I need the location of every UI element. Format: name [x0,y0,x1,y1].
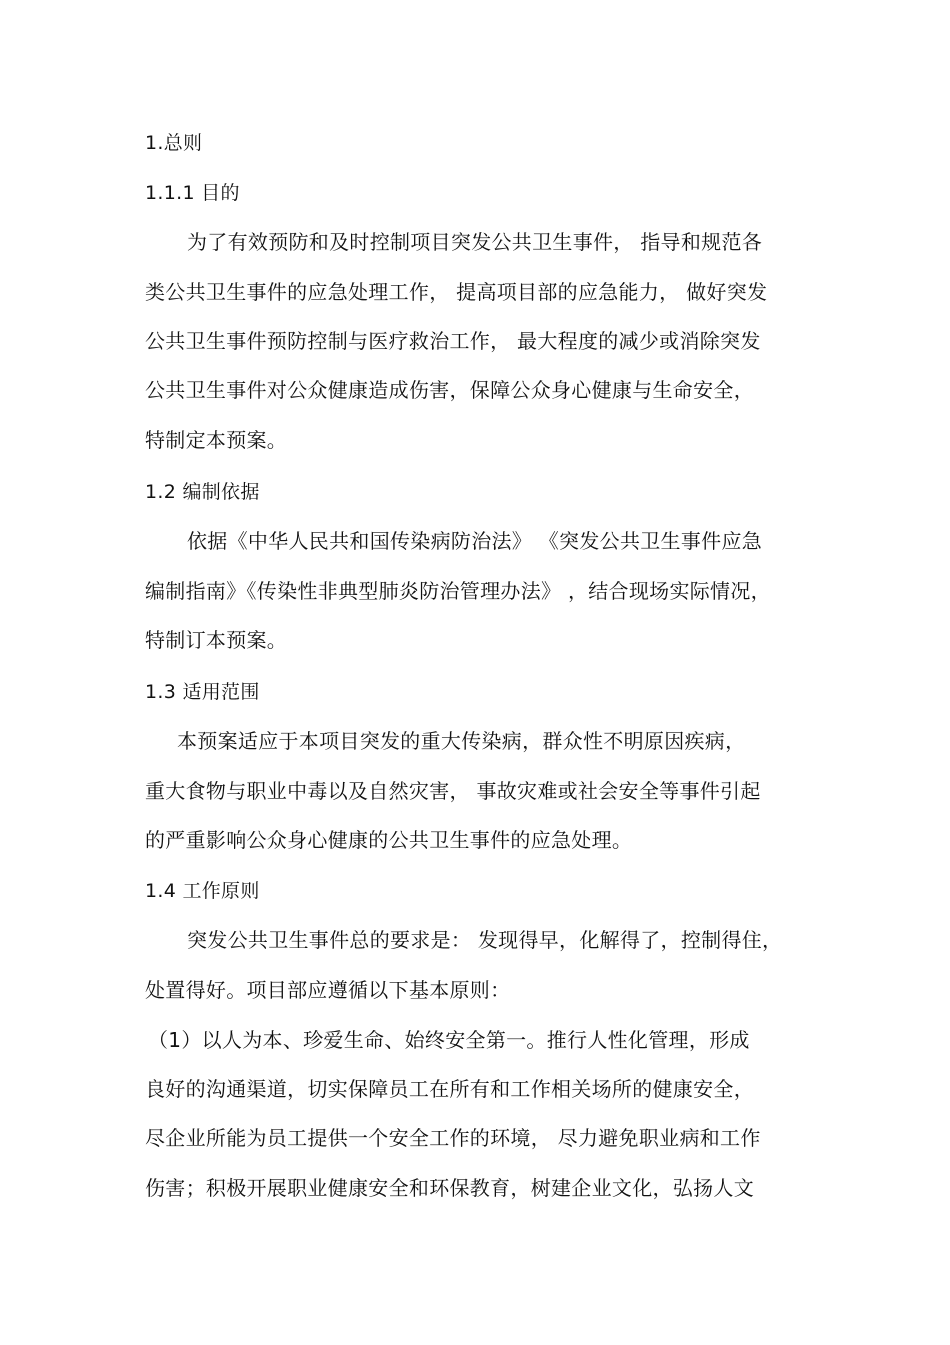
paragraph-line: 依据《中华人民共和国传染病防治法》 《突发公共卫生事件应急 [187,529,763,553]
paragraph-line: 伤害；积极开展职业健康安全和环保教育，树建企业文化，弘扬人文 [145,1176,754,1200]
paragraph-line: 特制定本预案。 [145,428,288,452]
heading-scope: 1.3 适用范围 [145,681,260,703]
paragraph-line: 公共卫生事件对公众健康造成伤害，保障公众身心健康与生命安全， [145,378,754,402]
list-item-line: （1）以人为本、珍爱生命、始终安全第一。推行人性化管理，形成 [148,1028,750,1052]
paragraph-line: 类公共卫生事件的应急处理工作， 提高项目部的应急能力， 做好突发 [145,280,768,304]
paragraph-line: 良好的沟通渠道，切实保障员工在所有和工作相关场所的健康安全， [145,1077,754,1101]
paragraph-line: 本预案适应于本项目突发的重大传染病，群众性不明原因疾病， [177,729,746,753]
paragraph-line: 突发公共卫生事件总的要求是： 发现得早，化解得了，控制得住， [187,928,783,952]
heading-purpose: 1.1.1 目的 [145,182,240,204]
heading-basis: 1.2 编制依据 [145,481,260,503]
paragraph-line: 的严重影响公众身心健康的公共卫生事件的应急处理。 [145,828,633,852]
heading-general: 1.总则 [145,132,203,154]
paragraph-line: 重大食物与职业中毒以及自然灾害， 事故灾难或社会安全等事件引起 [145,779,761,803]
paragraph-line: 特制订本预案。 [145,628,288,652]
paragraph-line: 为了有效预防和及时控制项目突发公共卫生事件， 指导和规范各 [187,230,763,254]
paragraph-line: 编制指南》《传染性非典型肺炎防治管理办法》 ，结合现场实际情况， [145,579,771,603]
paragraph-line: 尽企业所能为员工提供一个安全工作的环境， 尽力避免职业病和工作 [145,1126,761,1150]
heading-principles: 1.4 工作原则 [145,880,260,902]
paragraph-line: 公共卫生事件预防控制与医疗救治工作， 最大程度的减少或消除突发 [145,329,761,353]
paragraph-line: 处置得好。项目部应遵循以下基本原则： [145,978,511,1002]
